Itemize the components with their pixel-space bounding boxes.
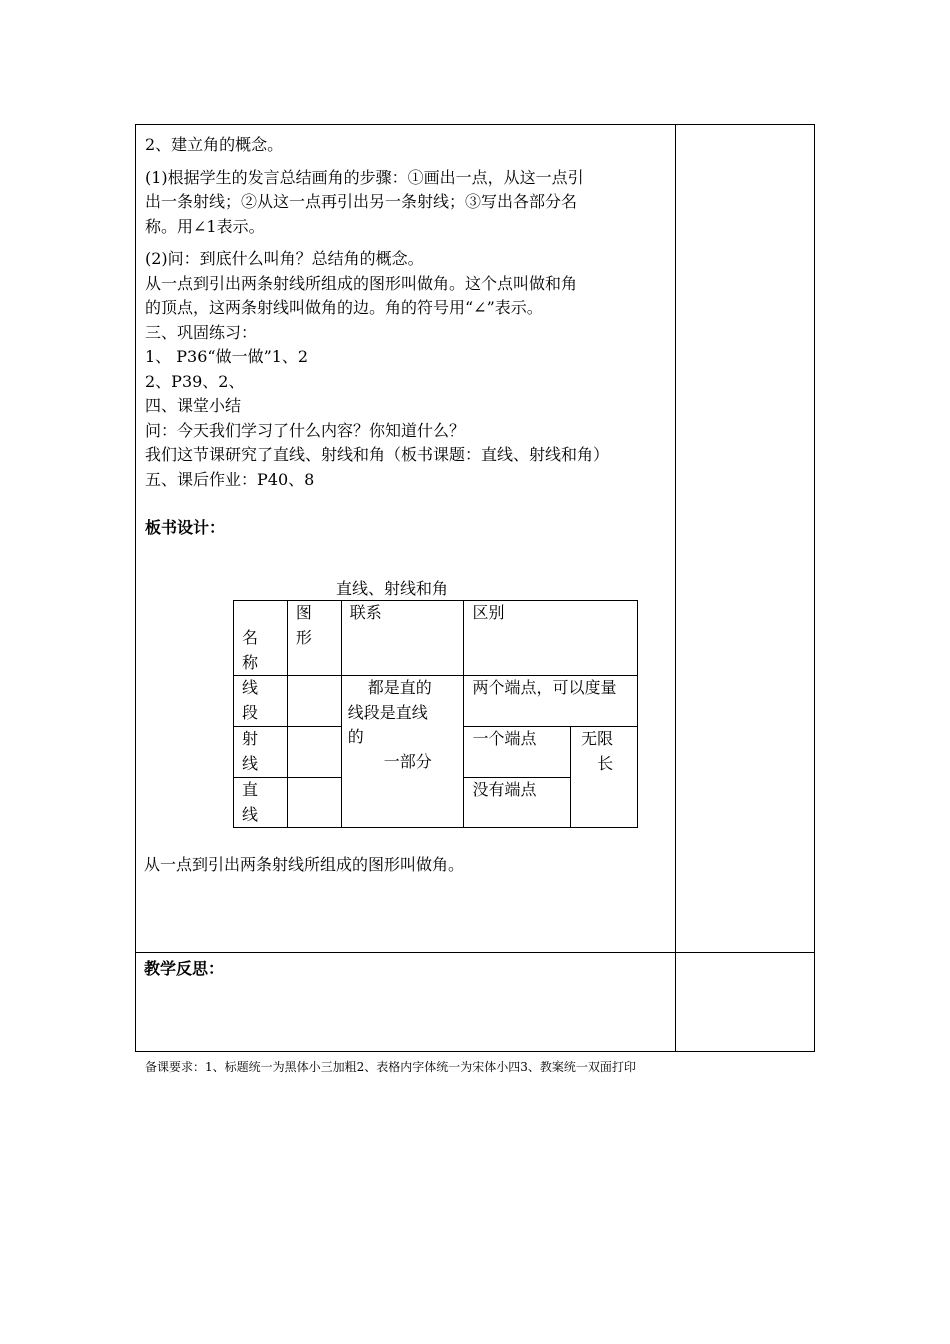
shape-cell — [287, 676, 341, 727]
diff-line: 没有端点 — [464, 778, 571, 828]
angle-definition: 从一点到引出两条射线所组成的图形叫做角。 — [144, 855, 465, 874]
infinite-cell — [571, 727, 638, 828]
lesson-plan-frame — [135, 124, 815, 1052]
steps-line: (1)根据学生的发言总结画角的步骤：①画出一点，从这一点引 — [145, 167, 584, 187]
practice-item: 1、 P36“做一做”1、2 — [145, 347, 309, 366]
concept-line: 从一点到引出两条射线所组成的图形叫做角。这个点叫做和角 — [145, 273, 578, 293]
row-name-text: 线 — [242, 804, 259, 824]
diff-ray: 一个端点 — [464, 727, 571, 778]
header-name — [234, 601, 288, 676]
practice-item: 2、P39、2、 — [145, 371, 245, 391]
diff-segment: 两个端点，可以度量 — [464, 676, 638, 727]
header-shape-text: 形 — [295, 627, 312, 647]
header-shape — [287, 601, 341, 676]
header-name-text: 称 — [242, 652, 259, 672]
row-name-text: 线 — [242, 753, 259, 773]
footnote: 备课要求：1、标题统一为黑体小三加粗2、表格内字体统一为宋体小四3、教案统一双面打印 — [145, 1060, 636, 1074]
row-name-ray — [234, 727, 288, 778]
reflection-heading: 教学反思： — [144, 959, 225, 978]
section-heading: 2、建立角的概念。 — [145, 135, 284, 154]
shape-cell — [287, 778, 341, 828]
row-name-text: 直 — [242, 780, 259, 799]
row-name-line — [234, 778, 288, 828]
summary-answer: 我们这节课研究了直线、射线和角（板书课题：直线、射线和角） — [145, 445, 610, 464]
lesson-content — [145, 133, 671, 541]
row-name-text: 射 — [242, 729, 259, 748]
steps-line: 称。用∠1表示。 — [145, 216, 265, 236]
homework-line: 五、课后作业：P40、8 — [145, 469, 315, 489]
header-shape-text: 图 — [295, 603, 312, 622]
relation-text: 的 — [347, 727, 364, 746]
shape-cell — [287, 727, 341, 778]
relation-cell — [341, 676, 464, 828]
column-divider — [675, 125, 676, 1051]
concept-line: 的顶点，这两条射线叫做角的边。角的符号用“∠”表示。 — [145, 298, 543, 317]
header-name-text: 名 — [242, 628, 259, 647]
infinite-text: 长 — [597, 753, 614, 773]
row-name-text: 段 — [242, 702, 259, 722]
infinite-text: 无限 — [581, 729, 614, 748]
summary-question: 问：今天我们学习了什么内容？你知道什么？ — [145, 420, 466, 440]
board-title: 直线、射线和角 — [336, 579, 449, 598]
relation-text: 线段是直线 — [347, 702, 428, 722]
question-line: (2)问：到底什么叫角？总结角的概念。 — [145, 249, 424, 268]
practice-heading: 三、巩固练习： — [145, 322, 258, 342]
row-divider — [136, 952, 814, 953]
row-name-text: 线 — [242, 678, 259, 697]
relation-text: 都是直的 — [367, 678, 432, 697]
header-difference: 区别 — [464, 601, 638, 676]
steps-line: 出一条射线；②从这一点再引出另一条射线；③写出各部分名 — [145, 192, 578, 211]
relation-text: 一部分 — [383, 751, 432, 771]
board-table — [233, 600, 638, 828]
summary-heading: 四、课堂小结 — [145, 396, 242, 415]
board-design-heading: 板书设计： — [145, 518, 226, 537]
header-relation: 联系 — [341, 601, 464, 676]
row-name-segment — [234, 676, 288, 727]
